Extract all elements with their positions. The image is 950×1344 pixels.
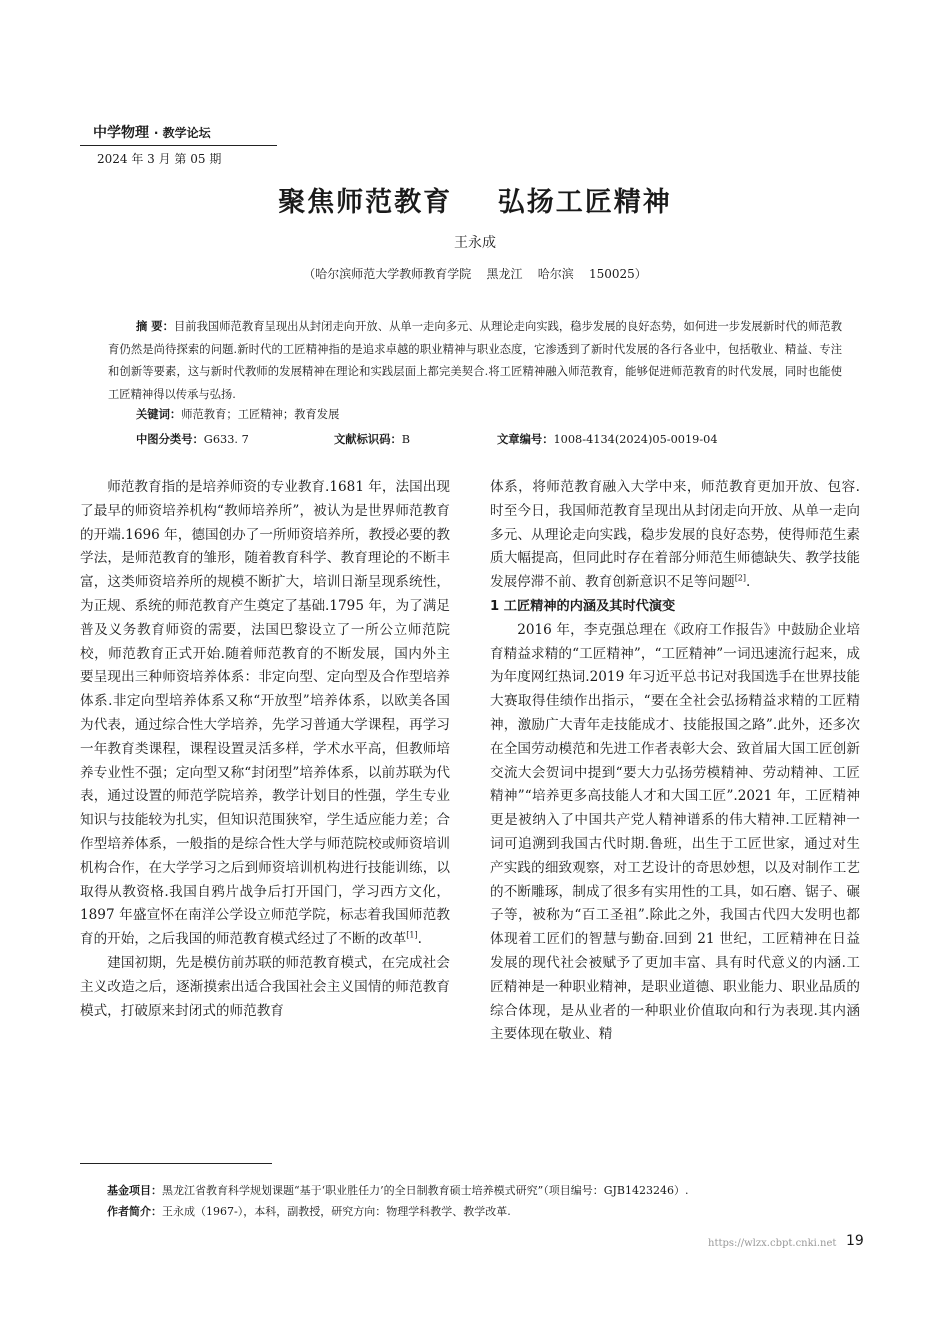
document-code — [334, 431, 410, 447]
author-bio — [107, 1203, 511, 1219]
keywords-label: 关键词： — [136, 408, 182, 421]
abstract-text: 目前我国师范教育呈现出从封闭走向开放、从单一走向多元、从理论走向实践，稳步发展的良好态势，如何进一步发展新时代的师范教育仍然是尚待探索的问题.新时代的工匠精神指的是追求卓越的职业精神与职业态度，它渗透到了新时代发展的各行各业中，包括敬业、精益、专注和创新等要素，这与新时代教师的发展精神在理论和实践层面上都完美契合.将工匠精神融入师范教育，能够促进师范教育的时代发展，同时也能使工匠精神得以传承与弘扬. — [108, 320, 842, 401]
bio-text: 王永成（1967-），本科，副教授，研究方向：物理学科教学、教学改革. — [162, 1205, 511, 1218]
article-no-label: 文章编号： — [497, 433, 554, 446]
doc-code-label: 文献标识码： — [334, 433, 402, 446]
fund-label: 基金项目： — [107, 1184, 162, 1197]
paragraph-text: 体系，将师范教育融入大学中来，师范教育更加开放、包容.时至今日，我国师范教育呈现出从封闭走向开放、从单一走向多元、从理论走向实践，稳步发展的良好态势，使得师范生素质大幅提高，但同此时存在着部分师范生师德缺失、教学技能发展停滞不前、教育创新意识不足等问题 — [490, 479, 860, 591]
page-number: 19 — [846, 1233, 864, 1249]
keywords-text: 师范教育；工匠精神；教育发展 — [181, 408, 340, 421]
body-paragraph: 2016 年，李克强总理在《政府工作报告》中鼓励企业培育精益求精的“工匠精神”，“工匠精神”一词迅速流行起来，成为年度网红热词.2019 年习近平总书记对我国选手在世界技能大赛取得佳绩作出指示，“要在全社会弘扬精益求精的工匠精神，激励广大青年走技能成才、技能报国之路”.此外，还多次在全国劳动模范和先进工作者表彰大会、致首届大国工匠创新交流大会贺词中提到“要大力弘扬劳模精神、劳动精神、工匠精神”“培养更多高技能人才和大国工匠”.2021 年，工匠精神更是被纳入了中国共产党人精神谱系的伟大精神.工匠精神一词可追溯到我国古代时期.鲁班，出生于工匠世家，通过对生产实践的细致观察，对工艺设计的奇思妙想，以及对制作工艺的不断雕琢，制成了很多有实用性的工具，如石磨、锯子、碾子等，被称为“百工圣祖”.除此之外，我国古代四大发明也都体现着工匠们的智慧与勤奋.回到 21 世纪，工匠精神在日益发展的现代社会被赋予了更加丰富、具有时代意义的内涵.工匠精神是一种职业精神，是职业道德、职业能力、职业品质的综合体现，是从业者的一种职业价值取向和行为表现.其内涵主要体现在敬业、精 — [490, 621, 860, 1043]
bio-label: 作者简介： — [107, 1205, 162, 1218]
body-paragraph — [490, 476, 860, 595]
journal-title: 中学物理 — [93, 125, 149, 141]
footnote-rule — [80, 1163, 272, 1164]
issue-line: 2024 年 3 月 第 05 期 — [97, 152, 222, 166]
clc-label: 中图分类号： — [136, 433, 204, 446]
clc-number — [136, 431, 249, 447]
journal-section: · 教学论坛 — [153, 126, 211, 140]
paragraph-text: 师范教育指的是培养师资的专业教育.1681 年，法国出现了最早的师资培养机构“教师培养所”，被认为是世界师范教育的开端.1696 年，德国创办了一所师资培养所，教授必要的教学法，是师范教育的雏形，随着教育科学、教育理论的不断丰富，这类师资培养所的规模不断扩大，培训日渐呈现系统性，为正规、系统的师范教育产生奠定了基础.1795 年，为了满足普及义务教育师资的需要，法国巴黎设立了一所公立师范院校，师范教育正式开始.随着师范教育的不断发展，国内外主要呈现出三种师资培养体系：非定向型、定向型及合作型培养体系.非定向型培养体系又称“开放型”培养体系，以欧美各国为代表，通过综合性大学培养，先学习普通大学课程，再学习一年教育类课程，课程设置灵活多样，学术水平高，但教师培养专业性不强；定向型又称“封闭型”培养体系，以前苏联为代表，通过设置的师范学院培养，教学计划目的性强，学生专业知识与技能较为扎实，但知识范围狭窄，学生适应能力差；合作型培养体系，一般指的是综合性大学与师范院校或师资培训机构合作，在大学学习之后到师资培训机构进行技能训练，以取得从教资格.我国自鸦片战争后打开国门，学习西方文化，1897 年盛宣怀在南洋公学设立师范学院，标志着我国师范教育的开始，之后我国的师范教育模式经过了不断的改革 — [80, 479, 450, 948]
header-rule — [80, 145, 277, 146]
journal-name — [93, 122, 211, 142]
author-name: 王永成 — [454, 235, 496, 251]
fund-note — [107, 1182, 689, 1198]
affiliation: （哈尔滨师范大学教师教育学院 黑龙江 哈尔滨 150025） — [303, 267, 647, 281]
article-no-value: 1008-4134(2024)05-0019-04 — [553, 433, 718, 446]
clc-value: G633. 7 — [203, 433, 249, 446]
citation[interactable]: [1] — [406, 930, 418, 940]
right-column — [490, 476, 860, 1047]
section-heading: 1 工匠精神的内涵及其时代演变 — [490, 598, 676, 614]
abstract-label: 摘 要： — [136, 320, 174, 333]
paragraph-end: . — [746, 574, 751, 591]
fund-text: 黑龙江省教育科学规划课题“基于‘职业胜任力’的全日制教育硕士培养模式研究”（项目编号：GJB1423246）. — [162, 1184, 689, 1197]
citation[interactable]: [2] — [734, 573, 747, 583]
left-column — [80, 476, 450, 1023]
article-title: 聚焦师范教育 弘扬工匠精神 — [278, 187, 672, 218]
journal-url[interactable]: https://wlzx.cbpt.cnki.net — [708, 1238, 837, 1249]
doc-code-value: B — [401, 433, 411, 446]
keywords — [136, 406, 339, 422]
body-paragraph: 建国初期，先是模仿前苏联的师范教育模式，在完成社会主义改造之后，逐渐摸索出适合我国社会主义国情的师范教育模式，打破原来封闭式的师范教育 — [80, 954, 450, 1019]
body-paragraph — [80, 476, 450, 952]
paragraph-end: . — [417, 931, 422, 948]
article-number — [497, 431, 718, 447]
abstract — [108, 316, 842, 406]
